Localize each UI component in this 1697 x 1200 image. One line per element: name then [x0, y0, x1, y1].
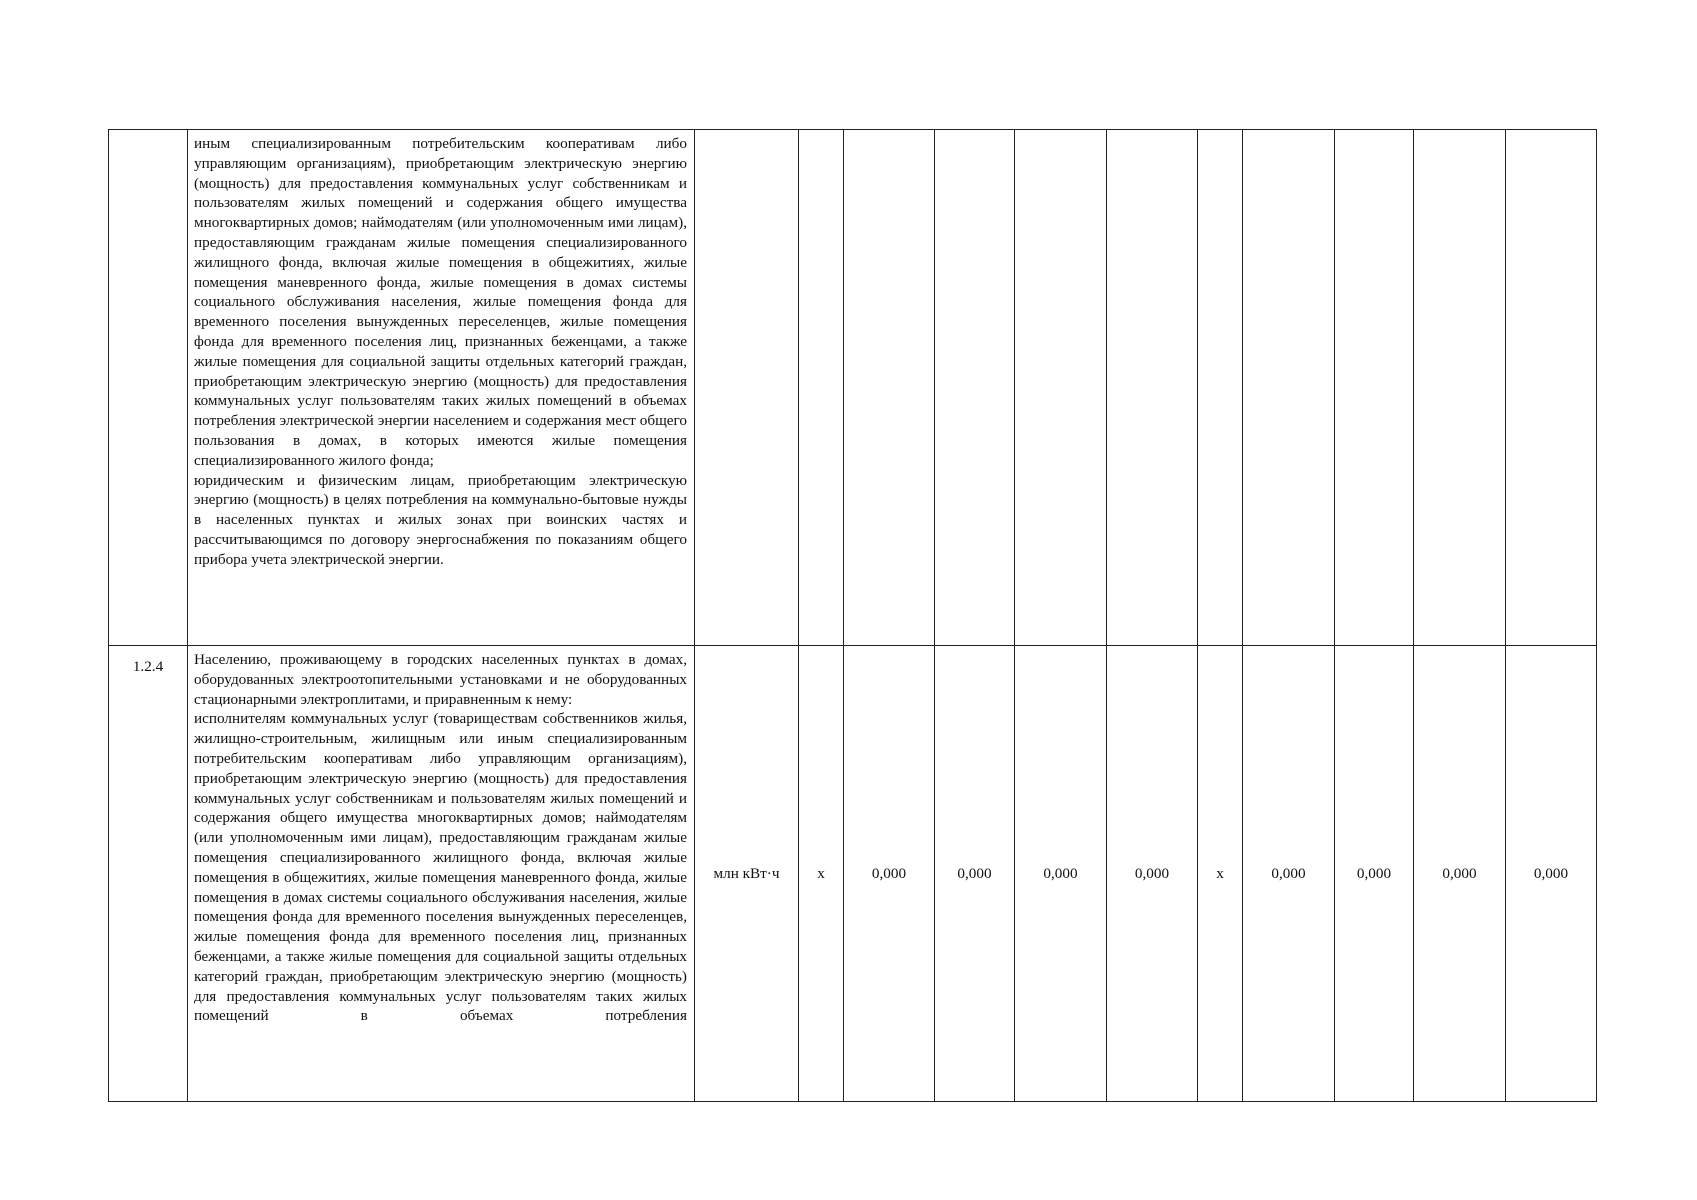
value-cell: 0,000: [1015, 646, 1107, 1102]
value-cell: [1015, 130, 1107, 646]
description-paragraph: юридическим и физическим лицам, приобретающим электрическую энергию (мощность) в целях потребления на коммунально-бытовые нужды в населенных пунктах и жилых зонах при воинских частях и рассчитывающимся по договору энергоснабжения по показаниям общего прибора учета электрической энергии.: [194, 471, 687, 568]
unit-cell: млн кВт·ч: [695, 646, 799, 1102]
value-cell: 0,000: [1414, 646, 1506, 1102]
description-paragraph: исполнителям коммунальных услуг (товариществам собственников жилья, жилищно-строительным, жилищным или иным специализированным потребительским кооперативам либо управляющим организациям), приобретающим электрическую энергию (мощность) для предоставления коммунальных услуг собственникам и пользователям жилых помещений и содержания общего имущества многоквартирных домов; наймодателям (или уполномоченным ими лицам), предоставляющим гражданам жилые помещения специализированного жилищного фонда, включая жилые помещения в общежитиях, жилые помещения маневренного фонда, жилые помещения в домах системы социального обслуживания населения, жилые помещения фонда для временного поселения вынужденных переселенцев, жилые помещения фонда для временного поселения лиц, признанных беженцами, а также жилые помещения для социальной защиты отдельных категорий граждан, приобретающим электрическую энергию (мощность) для предоставления коммунальных услуг пользователям таких жилых помещений в объемах потребления: [194, 710, 687, 1025]
value-cell: х: [799, 646, 844, 1102]
table-row: [109, 646, 1597, 1102]
table-row: [109, 130, 1597, 646]
value-cell: [1335, 130, 1414, 646]
value-cell: 0,000: [844, 646, 935, 1102]
row-number-cell: [109, 130, 188, 646]
value-cell: [844, 130, 935, 646]
row-description-cell: [188, 130, 695, 646]
value-cell: 0,000: [1335, 646, 1414, 1102]
value-cell: [799, 130, 844, 646]
row-number-cell: 1.2.4: [109, 646, 188, 1102]
description-paragraph: Населению, проживающему в городских населенных пунктах в домах, оборудованных электроотопительными установками и не оборудованных стационарными электроплитами, и приравненным к нему:: [194, 651, 687, 708]
value-cell: х: [1198, 646, 1243, 1102]
value-cell: [1198, 130, 1243, 646]
description-paragraph: иным специализированным потребительским кооперативам либо управляющим организациям), приобретающим электрическую энергию (мощность) для предоставления коммунальных услуг собственникам и пользователям жилых помещений и содержания общего имущества многоквартирных домов; наймодателям (или уполномоченным ими лицам), предоставляющим гражданам жилые помещения специализированного жилищного фонда, включая жилые помещения в общежитиях, жилые помещения маневренного фонда, жилые помещения в домах системы социального обслуживания населения, жилые помещения фонда для временного поселения вынужденных переселенцев, жилые помещения фонда для временного поселения лиц, признанных беженцами, а также жилые помещения для социальной защиты отдельных категорий граждан, приобретающим электрическую энергию (мощность) для предоставления коммунальных услуг пользователям таких жилых помещений в объемах потребления электрической энергии населением и содержания мест общего пользования в домах, в которых имеются жилые помещения специализированного жилого фонда;: [194, 135, 687, 469]
value-cell: 0,000: [1243, 646, 1335, 1102]
value-cell: [1506, 130, 1597, 646]
value-cell: [1243, 130, 1335, 646]
value-cell: 0,000: [935, 646, 1015, 1102]
value-cell: [935, 130, 1015, 646]
value-cell: 0,000: [1506, 646, 1597, 1102]
value-cell: [1414, 130, 1506, 646]
value-cell: 0,000: [1107, 646, 1198, 1102]
unit-cell: [695, 130, 799, 646]
row-description-cell: [188, 646, 695, 1102]
tariff-table: [108, 129, 1597, 1102]
value-cell: [1107, 130, 1198, 646]
